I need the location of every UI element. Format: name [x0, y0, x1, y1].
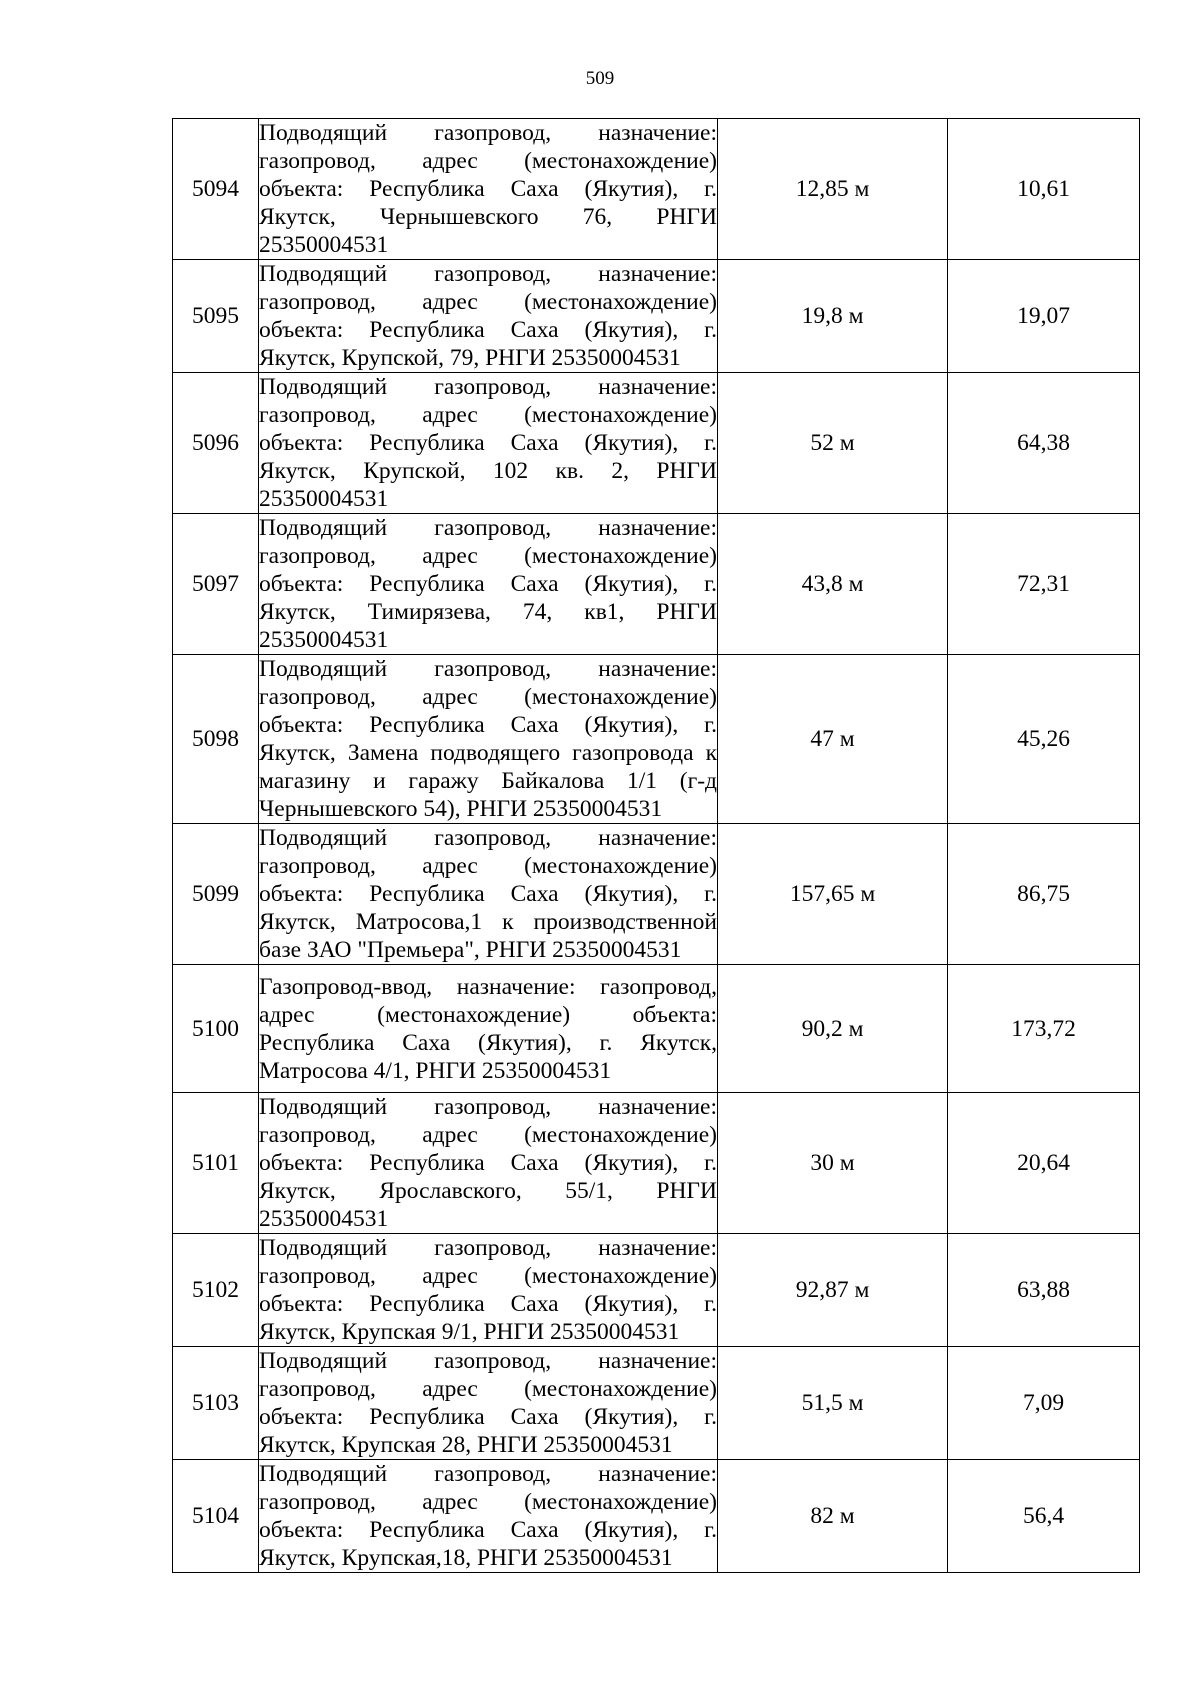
- object-value: 86,75: [948, 824, 1140, 965]
- table-row: [173, 373, 1140, 514]
- object-length: 52 м: [718, 373, 948, 514]
- object-length: 19,8 м: [718, 260, 948, 373]
- table-row: [173, 655, 1140, 824]
- object-description: Подводящий газопровод, назначение: газопровод, адрес (местонахождение) объекта: Республика Саха (Якутия), г. Якутск, Ярославского, 55/1, РНГИ 25350004531: [259, 1094, 717, 1232]
- row-number: 5101: [173, 1093, 259, 1234]
- object-length: 51,5 м: [718, 1347, 948, 1460]
- row-number: 5095: [173, 260, 259, 373]
- table-row: [173, 260, 1140, 373]
- object-length: 12,85 м: [718, 119, 948, 260]
- row-number: 5099: [173, 824, 259, 965]
- object-value: 56,4: [948, 1460, 1140, 1573]
- table-row: [173, 1093, 1140, 1234]
- page-number: 509: [585, 68, 615, 89]
- object-description: Подводящий газопровод, назначение: газопровод, адрес (местонахождение) объекта: Республика Саха (Якутия), г. Якутск, Тимирязева, 74, кв1, РНГИ 25350004531: [259, 515, 717, 653]
- table-row: [173, 119, 1140, 260]
- object-length: 43,8 м: [718, 514, 948, 655]
- object-description: Подводящий газопровод, назначение: газопровод, адрес (местонахождение) объекта: Республика Саха (Якутия), г. Якутск, Матросова,1 к производственной базе ЗАО "Премьера", РНГИ 25350004531: [259, 825, 717, 963]
- object-length: 30 м: [718, 1093, 948, 1234]
- object-value: 45,26: [948, 655, 1140, 824]
- row-number: 5096: [173, 373, 259, 514]
- object-value: 19,07: [948, 260, 1140, 373]
- object-value: 10,61: [948, 119, 1140, 260]
- row-number: 5102: [173, 1234, 259, 1347]
- object-description: Газопровод-ввод, назначение: газопровод, адрес (местонахождение) объекта: Республика Саха (Якутия), г. Якутск, Матросова 4/1, РНГИ 25350004531: [259, 965, 718, 1093]
- object-description: Подводящий газопровод, назначение: газопровод, адрес (местонахождение) объекта: Республика Саха (Якутия), г. Якутск, Крупской, 102 кв. 2, РНГИ 25350004531: [259, 374, 717, 512]
- object-value: 173,72: [948, 965, 1140, 1093]
- registry-table: [172, 118, 1140, 1573]
- object-length: 90,2 м: [718, 965, 948, 1093]
- object-description: Подводящий газопровод, назначение: газопровод, адрес (местонахождение) объекта: Республика Саха (Якутия), г. Якутск, Крупская,18, РНГИ 25350004531: [259, 1461, 717, 1571]
- row-number: 5094: [173, 119, 259, 260]
- row-number: 5104: [173, 1460, 259, 1573]
- object-value: 20,64: [948, 1093, 1140, 1234]
- object-description: Подводящий газопровод, назначение: газопровод, адрес (местонахождение) объекта: Республика Саха (Якутия), г. Якутск, Крупская 9/1, РНГИ 25350004531: [259, 1235, 717, 1345]
- row-number: 5097: [173, 514, 259, 655]
- object-value: 63,88: [948, 1234, 1140, 1347]
- row-number: 5098: [173, 655, 259, 824]
- row-number: 5100: [173, 965, 259, 1093]
- table-row: [173, 514, 1140, 655]
- object-value: 64,38: [948, 373, 1140, 514]
- table-row: [173, 1234, 1140, 1347]
- table-row: [173, 1460, 1140, 1573]
- object-length: 82 м: [718, 1460, 948, 1573]
- object-description: Подводящий газопровод, назначение: газопровод, адрес (местонахождение) объекта: Республика Саха (Якутия), г. Якутск, Крупской, 79, РНГИ 25350004531: [259, 261, 717, 371]
- object-value: 7,09: [948, 1347, 1140, 1460]
- object-description: Подводящий газопровод, назначение: газопровод, адрес (местонахождение) объекта: Республика Саха (Якутия), г. Якутск, Замена подводящего газопровода к магазину и гаражу Байкалова 1/1 (г-д Чернышевского 54), РНГИ 25350004531: [259, 656, 717, 822]
- object-description: Подводящий газопровод, назначение: газопровод, адрес (местонахождение) объекта: Республика Саха (Якутия), г. Якутск, Крупская 28, РНГИ 25350004531: [259, 1348, 717, 1458]
- table-row: [173, 965, 1140, 1093]
- table-row: [173, 824, 1140, 965]
- row-number: 5103: [173, 1347, 259, 1460]
- object-description: Подводящий газопровод, назначение: газопровод, адрес (местонахождение) объекта: Республика Саха (Якутия), г. Якутск, Чернышевского 76, РНГИ 25350004531: [259, 120, 717, 258]
- object-length: 157,65 м: [718, 824, 948, 965]
- object-length: 47 м: [718, 655, 948, 824]
- object-value: 72,31: [948, 514, 1140, 655]
- table-row: [173, 1347, 1140, 1460]
- object-length: 92,87 м: [718, 1234, 948, 1347]
